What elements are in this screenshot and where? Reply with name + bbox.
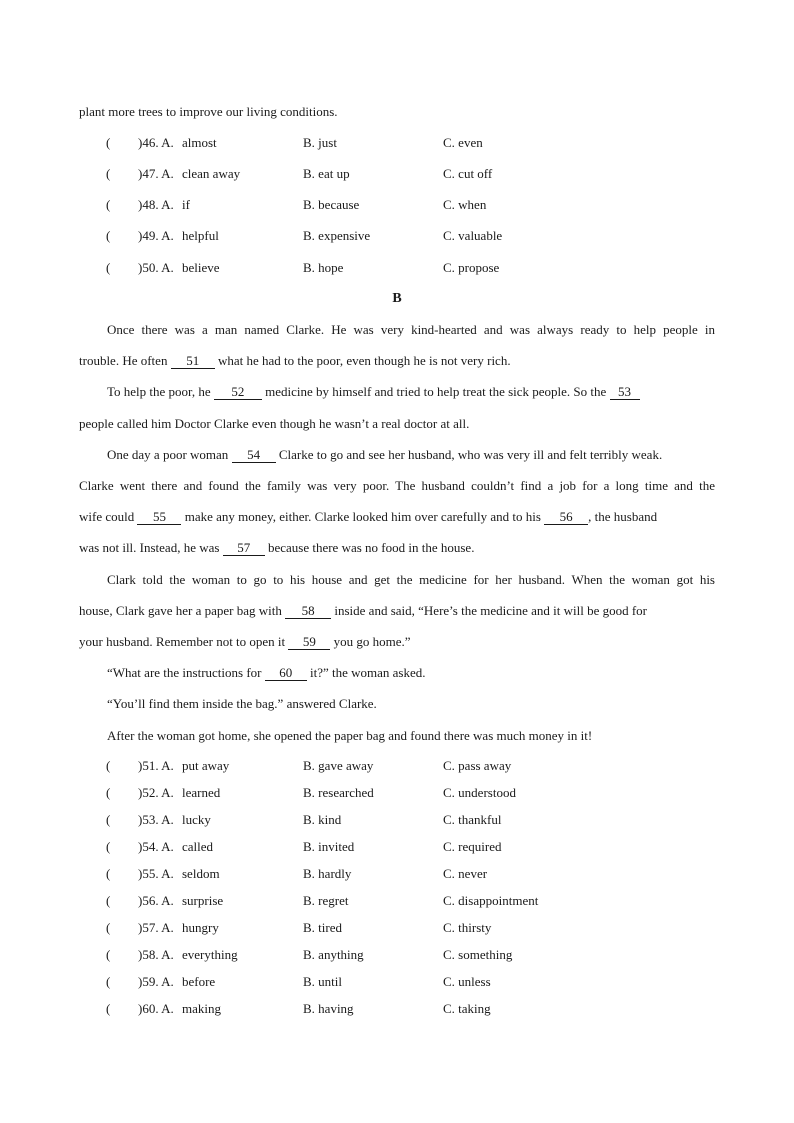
option-a: called xyxy=(182,839,214,854)
passage-text: what he had to the poor, even though he is not very rich. xyxy=(214,353,511,368)
question-row xyxy=(0,228,794,244)
option-a: hungry xyxy=(182,920,219,935)
passage-text: trouble. He often xyxy=(79,353,171,368)
passage-line xyxy=(79,509,715,525)
answer-paren[interactable]: ( xyxy=(106,166,111,181)
option-a: before xyxy=(182,974,216,989)
question-number: )55. A. xyxy=(138,866,174,881)
intro-tail: plant more trees to improve our living conditions. xyxy=(79,104,338,119)
option-c: C. thankful xyxy=(443,812,502,827)
blank-60[interactable]: 60 xyxy=(265,666,307,681)
blank-51[interactable]: 51 xyxy=(171,354,215,369)
question-row xyxy=(0,866,794,882)
passage-line xyxy=(107,384,715,400)
answer-paren[interactable]: ( xyxy=(106,758,111,773)
question-number: )57. A. xyxy=(138,920,174,935)
question-row xyxy=(0,135,794,151)
option-c: C. unless xyxy=(443,974,491,989)
passage-line xyxy=(79,353,715,369)
option-a: if xyxy=(182,197,190,212)
passage-line xyxy=(79,634,715,650)
passage-text: was not ill. Instead, he was xyxy=(79,540,223,555)
option-b: B. invited xyxy=(303,839,355,854)
option-b: B. kind xyxy=(303,812,342,827)
blank-56[interactable]: 56 xyxy=(544,510,588,525)
option-c: C. even xyxy=(443,135,483,150)
answer-paren[interactable]: ( xyxy=(106,893,111,908)
passage-text: inside and said, “Here’s the medicine and it will be good for xyxy=(331,603,648,618)
question-row xyxy=(0,839,794,855)
passage-text: house, Clark gave her a paper bag with xyxy=(79,603,286,618)
answer-paren[interactable]: ( xyxy=(106,785,111,800)
option-b: B. anything xyxy=(303,947,364,962)
question-number: )53. A. xyxy=(138,812,174,827)
passage-text: Clarke to go and see her husband, who was very ill and felt terribly weak. xyxy=(275,447,663,462)
option-a: clean away xyxy=(182,166,241,181)
section-title: B xyxy=(392,291,402,306)
option-b: B. hardly xyxy=(303,866,352,881)
question-row xyxy=(0,260,794,276)
passage-line: people called him Doctor Clarke even though he wasn’t a real doctor at all. xyxy=(79,416,470,431)
answer-paren[interactable]: ( xyxy=(106,839,111,854)
option-a: put away xyxy=(182,758,230,773)
passage-text: make any money, either. Clarke looked him over carefully and to his xyxy=(181,509,545,524)
option-c: C. something xyxy=(443,947,513,962)
option-a: surprise xyxy=(182,893,224,908)
option-c: C. understood xyxy=(443,785,516,800)
option-b: B. eat up xyxy=(303,166,350,181)
option-c: C. when xyxy=(443,197,487,212)
option-c: C. propose xyxy=(443,260,500,275)
question-number: )54. A. xyxy=(138,839,174,854)
blank-53[interactable]: 53 xyxy=(610,385,640,400)
question-row xyxy=(0,893,794,909)
passage-text: One day a poor woman xyxy=(107,447,232,462)
passage-text: wife could xyxy=(79,509,138,524)
question-row xyxy=(0,812,794,828)
question-number: )48. A. xyxy=(138,197,174,212)
passage-line xyxy=(107,665,715,681)
passage-line xyxy=(79,540,715,556)
question-number: )46. A. xyxy=(138,135,174,150)
passage-line: “You’ll find them inside the bag.” answered Clarke. xyxy=(107,696,377,711)
question-row xyxy=(0,1001,794,1017)
blank-57[interactable]: 57 xyxy=(223,541,265,556)
option-b: B. having xyxy=(303,1001,354,1016)
option-c: C. never xyxy=(443,866,488,881)
passage-text: because there was no food in the house. xyxy=(264,540,475,555)
option-b: B. until xyxy=(303,974,343,989)
question-number: )50. A. xyxy=(138,260,174,275)
blank-59[interactable]: 59 xyxy=(288,635,330,650)
passage-text: your husband. Remember not to open it xyxy=(79,634,289,649)
question-number: )60. A. xyxy=(138,1001,174,1016)
passage-text: you go home.” xyxy=(330,634,411,649)
option-b: B. expensive xyxy=(303,228,371,243)
answer-paren[interactable]: ( xyxy=(106,135,111,150)
option-c: C. thirsty xyxy=(443,920,492,935)
question-number: )59. A. xyxy=(138,974,174,989)
passage-line: Once there was a man named Clarke. He was very kind-hearted and was always ready to help people in xyxy=(107,322,715,337)
option-a: almost xyxy=(182,135,217,150)
question-row xyxy=(0,785,794,801)
passage-line: After the woman got home, she opened the paper bag and found there was much money in it! xyxy=(107,728,593,743)
answer-paren[interactable]: ( xyxy=(106,260,111,275)
option-b: B. just xyxy=(303,135,337,150)
answer-paren[interactable]: ( xyxy=(106,920,111,935)
question-number: )47. A. xyxy=(138,166,174,181)
passage-line: Clarke went there and found the family was very poor. The husband couldn’t find a job for a long time and the xyxy=(79,478,715,493)
blank-52[interactable]: 52 xyxy=(214,385,262,400)
question-number: )49. A. xyxy=(138,228,174,243)
question-row xyxy=(0,947,794,963)
question-number: )51. A. xyxy=(138,758,174,773)
option-c: C. cut off xyxy=(443,166,493,181)
option-b: B. hope xyxy=(303,260,344,275)
passage-line: Clark told the woman to go to his house and get the medicine for her husband. When the woman got his xyxy=(107,572,715,587)
question-number: )52. A. xyxy=(138,785,174,800)
passage-text: To help the poor, he xyxy=(107,384,214,399)
option-c: C. valuable xyxy=(443,228,503,243)
option-a: everything xyxy=(182,947,238,962)
option-c: C. taking xyxy=(443,1001,491,1016)
option-b: B. regret xyxy=(303,893,349,908)
question-row xyxy=(0,920,794,936)
option-a: making xyxy=(182,1001,221,1016)
option-b: B. because xyxy=(303,197,360,212)
answer-paren[interactable]: ( xyxy=(106,866,111,881)
blank-55[interactable]: 55 xyxy=(137,510,181,525)
option-a: believe xyxy=(182,260,220,275)
option-b: B. gave away xyxy=(303,758,374,773)
option-b: B. researched xyxy=(303,785,374,800)
passage-text: medicine by himself and tried to help treat the sick people. So the xyxy=(261,384,610,399)
question-number: )58. A. xyxy=(138,947,174,962)
option-a: lucky xyxy=(182,812,211,827)
answer-paren[interactable]: ( xyxy=(106,197,111,212)
option-a: helpful xyxy=(182,228,219,243)
question-row xyxy=(0,758,794,774)
option-c: C. required xyxy=(443,839,502,854)
answer-paren[interactable]: ( xyxy=(106,947,111,962)
answer-paren[interactable]: ( xyxy=(106,974,111,989)
option-b: B. tired xyxy=(303,920,342,935)
passage-line xyxy=(79,603,715,619)
blank-58[interactable]: 58 xyxy=(285,604,331,619)
passage-text: “What are the instructions for xyxy=(107,665,265,680)
passage-text: , the husband xyxy=(588,509,658,524)
question-row xyxy=(0,166,794,182)
answer-paren[interactable]: ( xyxy=(106,1001,111,1016)
option-c: C. pass away xyxy=(443,758,512,773)
question-row xyxy=(0,197,794,213)
blank-54[interactable]: 54 xyxy=(232,448,276,463)
answer-paren[interactable]: ( xyxy=(106,812,111,827)
passage-text: it?” the woman asked. xyxy=(306,665,426,680)
option-a: learned xyxy=(182,785,221,800)
option-a: seldom xyxy=(182,866,220,881)
question-number: )56. A. xyxy=(138,893,174,908)
passage-line xyxy=(107,447,715,463)
option-c: C. disappointment xyxy=(443,893,539,908)
answer-paren[interactable]: ( xyxy=(106,228,111,243)
question-row xyxy=(0,974,794,990)
